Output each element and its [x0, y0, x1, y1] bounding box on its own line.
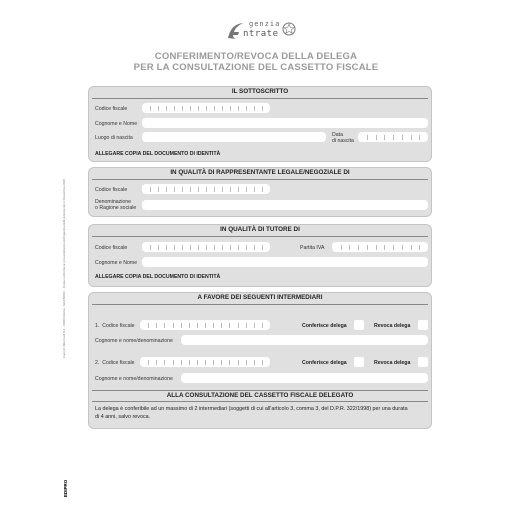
conferisce-delega-label: Conferisce delega — [302, 323, 347, 329]
cell-divider — [182, 245, 183, 250]
cell-divider — [246, 323, 247, 328]
cell-divider — [206, 245, 207, 250]
denominazione-label: Denominazione o Ragione sociale — [95, 199, 137, 211]
cell-divider — [384, 245, 385, 250]
cognome-nome-label: Cognome e Nome — [95, 121, 138, 127]
section-heading: A FAVORE DEI SEGUENTI INTERMEDIARI — [197, 294, 323, 301]
cell-divider — [246, 360, 247, 365]
delega-durata-note: La delega è conferibile ad un massimo di 2 intermediari (soggetti di cui all'articolo 3, comma 3, del D.P.R. 322/1998) per una durata di 4 anni, salvo revoca. — [95, 406, 408, 420]
intermediario-2-conferisce-checkbox[interactable] — [354, 357, 364, 367]
codice-fiscale-label: Codice fiscale — [95, 187, 128, 193]
form-title-line2: PER LA CONSULTAZIONE DEL CASSETTO FISCALE — [133, 62, 379, 73]
cell-divider — [190, 106, 191, 111]
revoca-delega-label: Revoca delega — [374, 323, 411, 329]
divider — [92, 390, 428, 391]
intermediario-1-denominazione-label: Cognome e nome/denominazione — [95, 338, 173, 344]
cell-divider — [254, 245, 255, 250]
logo-text-agenzia: genzia — [249, 20, 281, 28]
cell-divider — [189, 323, 190, 328]
cell-divider — [238, 360, 239, 365]
cell-divider — [246, 245, 247, 250]
revoca-delega-label: Revoca delega — [374, 360, 411, 366]
cell-divider — [367, 135, 368, 140]
cell-divider — [402, 245, 403, 250]
divider — [92, 304, 428, 305]
denominazione-input[interactable] — [142, 200, 428, 210]
cell-divider — [214, 187, 215, 192]
cell-divider — [238, 106, 239, 111]
cell-divider — [189, 360, 190, 365]
intermediario-1-codice-fiscale-input[interactable] — [140, 320, 270, 330]
divider — [92, 236, 428, 237]
intermediario-2-revoca-checkbox[interactable] — [418, 357, 428, 367]
cell-divider — [213, 323, 214, 328]
cell-divider — [158, 106, 159, 111]
cell-divider — [229, 323, 230, 328]
cell-divider — [221, 323, 222, 328]
divider — [92, 179, 428, 180]
section-subheading: ALLA CONSULTAZIONE DEL CASSETTO FISCALE DELEGATO — [166, 392, 354, 399]
cell-divider — [166, 106, 167, 111]
cell-divider — [402, 135, 403, 140]
divider — [92, 98, 428, 99]
cell-divider — [384, 135, 385, 140]
cell-divider — [190, 187, 191, 192]
cell-divider — [222, 187, 223, 192]
cell-divider — [166, 187, 167, 192]
cognome-nome-input[interactable] — [142, 257, 428, 267]
cell-divider — [182, 106, 183, 111]
cell-divider — [254, 323, 255, 328]
cognome-nome-input[interactable] — [142, 118, 428, 128]
cell-divider — [148, 323, 149, 328]
codice-fiscale-label: Codice fiscale — [95, 245, 128, 251]
codice-fiscale-input[interactable] — [142, 103, 270, 113]
intermediario-1-denominazione-input[interactable] — [181, 335, 428, 345]
cell-divider — [411, 135, 412, 140]
cell-divider — [367, 245, 368, 250]
cell-divider — [262, 323, 263, 328]
cognome-nome-label: Cognome e Nome — [95, 260, 138, 266]
cell-divider — [222, 106, 223, 111]
cell-divider — [254, 360, 255, 365]
intermediario-2-denominazione-label: Cognome e nome/denominazione — [95, 376, 173, 382]
intermediario-1-conferisce-checkbox[interactable] — [354, 320, 364, 330]
cell-divider — [148, 360, 149, 365]
cell-divider — [262, 187, 263, 192]
cell-divider — [174, 245, 175, 250]
section-intermediari — [88, 292, 432, 429]
cell-divider — [213, 360, 214, 365]
edipro-brand: EDIPRO — [63, 479, 68, 497]
cell-divider — [206, 106, 207, 111]
partita-iva-label: Partita IVA — [300, 245, 325, 251]
cell-divider — [214, 245, 215, 250]
intermediario-1-revoca-checkbox[interactable] — [418, 320, 428, 330]
allegare-documento-note: ALLEGARE COPIA DEL DOCUMENTO DI IDENTITÀ — [95, 151, 221, 157]
cell-divider — [150, 106, 151, 111]
codice-fiscale-input[interactable] — [142, 184, 270, 194]
cell-divider — [198, 106, 199, 111]
cell-divider — [230, 187, 231, 192]
luogo-nascita-label: Luogo di nascita — [95, 135, 133, 141]
section-heading: IL SOTTOSCRITTO — [231, 88, 289, 95]
cell-divider — [341, 245, 342, 250]
cell-divider — [164, 360, 165, 365]
cell-divider — [158, 187, 159, 192]
cell-divider — [358, 245, 359, 250]
divider — [92, 401, 428, 402]
cell-divider — [150, 245, 151, 250]
allegare-documento-note: ALLEGARE COPIA DEL DOCUMENTO DI IDENTITÀ — [95, 274, 221, 280]
conferisce-delega-label: Conferisce delega — [302, 360, 347, 366]
cell-divider — [181, 360, 182, 365]
codice-fiscale-label: Codice fiscale — [95, 106, 128, 112]
cell-divider — [198, 187, 199, 192]
cell-divider — [156, 323, 157, 328]
cell-divider — [197, 360, 198, 365]
logo-text-entrate: ntrate — [243, 29, 279, 39]
cell-divider — [246, 187, 247, 192]
section-heading: IN QUALITÀ DI TUTORE DI — [220, 226, 300, 233]
intermediario-2-codice-fiscale-label: 2. Codice fiscale — [95, 360, 135, 366]
cell-divider — [150, 187, 151, 192]
cell-divider — [246, 106, 247, 111]
cell-divider — [238, 245, 239, 250]
republic-emblem-icon — [282, 21, 296, 37]
cell-divider — [230, 106, 231, 111]
cell-divider — [238, 187, 239, 192]
cell-divider — [254, 106, 255, 111]
cell-divider — [238, 323, 239, 328]
cell-divider — [214, 106, 215, 111]
cell-divider — [164, 323, 165, 328]
printer-margin-text: Fuori di Villa Frodi N.1 - 00183 Roma - Mod 8001F - Copia conforme al provvedimento dell'Agenzia delle Entrate del 2 Novembre 2018 — [62, 179, 66, 358]
form-title-line1: CONFERIMENTO/REVOCA DELLA DELEGA — [154, 51, 358, 62]
cell-divider — [349, 245, 350, 250]
cell-divider — [158, 245, 159, 250]
data-nascita-input[interactable] — [358, 132, 428, 142]
cell-divider — [221, 360, 222, 365]
cell-divider — [173, 323, 174, 328]
cell-divider — [262, 245, 263, 250]
intermediario-2-denominazione-input[interactable] — [181, 373, 428, 383]
cell-divider — [411, 245, 412, 250]
intermediario-1-codice-fiscale-label: 1. Codice fiscale — [95, 323, 135, 329]
cell-divider — [198, 245, 199, 250]
cell-divider — [393, 245, 394, 250]
cell-divider — [254, 187, 255, 192]
cell-divider — [197, 323, 198, 328]
section-sottoscritto — [88, 86, 432, 162]
cell-divider — [222, 245, 223, 250]
cell-divider — [262, 106, 263, 111]
cell-divider — [173, 360, 174, 365]
cell-divider — [376, 245, 377, 250]
luogo-nascita-input[interactable] — [142, 132, 326, 142]
cell-divider — [206, 187, 207, 192]
cell-divider — [166, 245, 167, 250]
cell-divider — [262, 360, 263, 365]
cell-divider — [419, 245, 420, 250]
cell-divider — [419, 135, 420, 140]
cell-divider — [393, 135, 394, 140]
cell-divider — [190, 245, 191, 250]
agenzia-entrate-logo — [225, 20, 295, 46]
section-tutore — [88, 224, 432, 287]
cell-divider — [174, 187, 175, 192]
section-heading: IN QUALITÀ DI RAPPRESENTANTE LEGALE/NEGOZIALE DI — [170, 169, 350, 176]
cell-divider — [229, 360, 230, 365]
cell-divider — [182, 187, 183, 192]
data-nascita-label: Data di nascita — [332, 132, 354, 144]
cell-divider — [174, 106, 175, 111]
cell-divider — [205, 323, 206, 328]
cell-divider — [205, 360, 206, 365]
intermediario-2-codice-fiscale-input[interactable] — [140, 357, 270, 367]
cell-divider — [181, 323, 182, 328]
partita-iva-input[interactable] — [332, 242, 428, 252]
cell-divider — [230, 245, 231, 250]
section-rappresentante — [88, 167, 432, 217]
cell-divider — [376, 135, 377, 140]
cell-divider — [156, 360, 157, 365]
codice-fiscale-input[interactable] — [142, 242, 270, 252]
